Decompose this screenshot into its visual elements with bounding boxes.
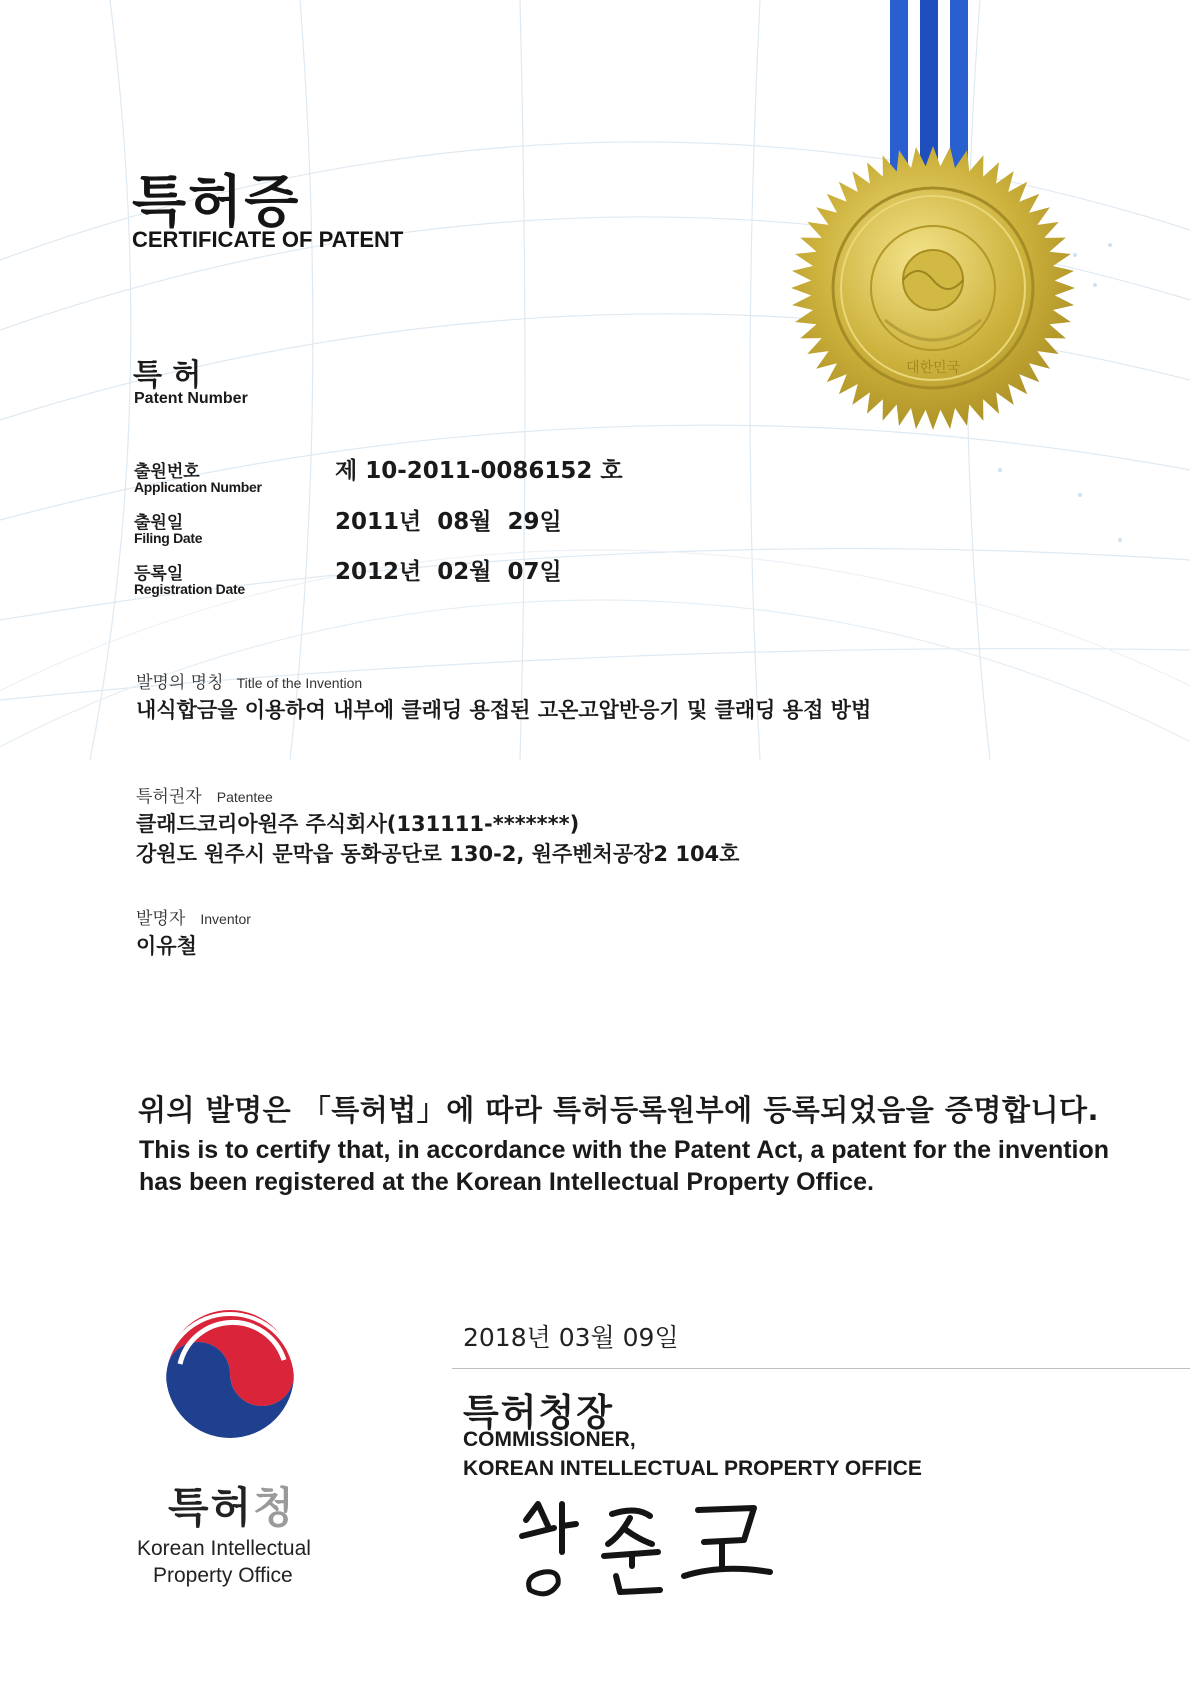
kipo-name-ko-main: 특허 bbox=[168, 1483, 254, 1532]
filing-date-value: 2011년 08월 29일 bbox=[335, 509, 562, 535]
patent-number-label: 특 허 bbox=[133, 358, 202, 393]
application-number-label: 출원번호 bbox=[134, 462, 200, 482]
certification-statement-en-line2: has been registered at the Korean Intellectual Property Office. bbox=[139, 1168, 874, 1196]
registration-date-value: 2012년 02월 07일 bbox=[335, 559, 562, 585]
patentee-name: 클래드코리아원주 주식회사(131111-*******) bbox=[136, 812, 580, 836]
registration-date-label-en: Registration Date bbox=[134, 581, 245, 597]
application-number-value: 제 10-2011-0086152 호 bbox=[335, 458, 623, 484]
commissioner-title-en-line2: KOREAN INTELLECTUAL PROPERTY OFFICE bbox=[463, 1457, 922, 1480]
kipo-taegeuk-logo-icon bbox=[160, 1310, 300, 1450]
application-number-label-en: Application Number bbox=[134, 479, 262, 495]
issue-divider bbox=[452, 1368, 1190, 1369]
svg-text:대한민국: 대한민국 bbox=[905, 360, 961, 376]
patentee-label: 특허권자 bbox=[136, 787, 202, 807]
filing-date-label: 출원일 bbox=[134, 513, 184, 533]
certification-statement-en-line1: This is to certify that, in accordance with the Patent Act, a patent for the invention bbox=[139, 1136, 1110, 1164]
inventor-name: 이유철 bbox=[136, 934, 197, 958]
commissioner-signature bbox=[508, 1492, 788, 1602]
kipo-name-en-line2: Property Office bbox=[153, 1564, 293, 1587]
issue-date: 2018년 03월 09일 bbox=[463, 1323, 679, 1352]
gold-seal-icon bbox=[785, 0, 1085, 440]
certification-statement-ko: 위의 발명은 「특허법」에 따라 특허등록원부에 등록되었음을 증명합니다. bbox=[138, 1093, 1100, 1127]
certificate-title: 특허증 bbox=[132, 170, 301, 235]
invention-title-label: 발명의 명칭 bbox=[136, 673, 224, 693]
kipo-name-ko bbox=[168, 1475, 296, 1535]
patentee-labels bbox=[136, 782, 273, 807]
patentee-label-en: Patentee bbox=[216, 789, 273, 805]
commissioner-title-en-line1: COMMISSIONER, bbox=[463, 1428, 636, 1451]
registration-date-label: 등록일 bbox=[134, 564, 184, 584]
kipo-name-en-line1: Korean Intellectual bbox=[137, 1537, 311, 1560]
invention-title-labels bbox=[136, 668, 362, 693]
invention-title-label-en: Title of the Invention bbox=[236, 675, 363, 691]
certificate-subtitle: CERTIFICATE OF PATENT bbox=[132, 227, 404, 252]
inventor-labels bbox=[136, 904, 251, 929]
filing-date-label-en: Filing Date bbox=[134, 530, 203, 546]
inventor-label: 발명자 bbox=[136, 909, 186, 929]
kipo-name-ko-last: 청 bbox=[253, 1483, 296, 1532]
patent-number-label-en: Patent Number bbox=[134, 390, 248, 407]
inventor-label-en: Inventor bbox=[200, 911, 251, 927]
patentee-address: 강원도 원주시 문막읍 동화공단로 130-2, 원주벤처공장2 104호 bbox=[136, 842, 740, 866]
commissioner-title: 특허청장 bbox=[463, 1391, 614, 1434]
invention-title-value: 내식합금을 이용하여 내부에 클래딩 용접된 고온고압반응기 및 클래딩 용접 방법 bbox=[136, 698, 872, 722]
